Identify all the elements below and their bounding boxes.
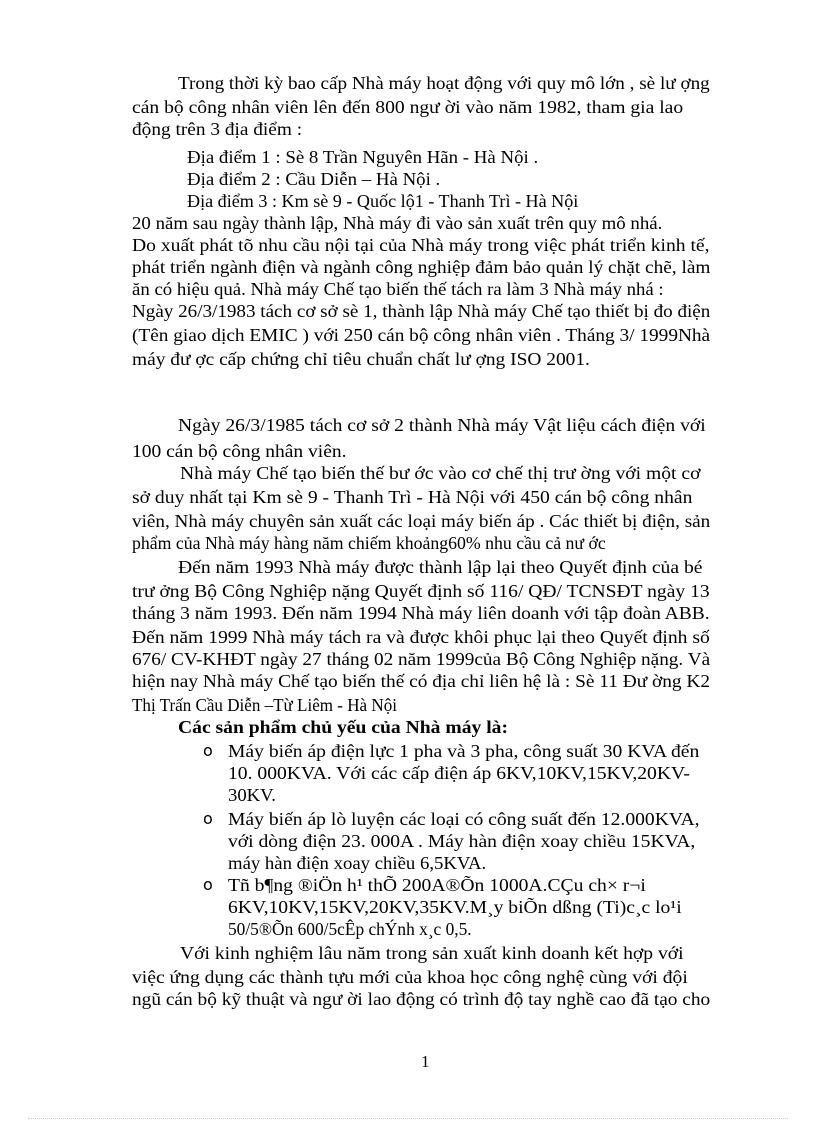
text-line: Với kinh nghiệm lâu năm trong sản xuất kinh doanh kết hợp với <box>180 943 684 963</box>
list-item-line: Máy biến áp điện lực 1 pha và 3 pha, công suất 30 KVA đến <box>228 741 700 761</box>
text-line: việc ứng dụng các thành tựu mới của khoa học công nghệ cùng với đội <box>132 967 688 987</box>
text-line: tháng 3 năm 1993. Đến năm 1994 Nhà máy liên doanh với tập đoàn ABB. <box>132 603 710 623</box>
text-line: trư ởng Bộ Công Nghiệp nặng Quyết định số 116/ QĐ/ TCNSĐT ngày 13 <box>132 581 710 601</box>
text-line: viên, Nhà máy chuyên sản xuất các loại máy biến áp . Các thiết bị điện, sản <box>132 511 711 531</box>
list-item-line: 50/5®Õn 600/5cÊp chÝnh x¸c 0,5. <box>228 919 472 939</box>
text-line: cán bộ công nhân viên lên đến 800 ngư ời vào năm 1982, tham gia lao <box>132 97 684 117</box>
bullet-marker: o <box>203 875 213 894</box>
text-line: Thị Trấn Cầu Diễn –Từ Liêm - Hà Nội <box>132 695 397 715</box>
text-line: sở duy nhất tại Km sè 9 - Thanh Trì - Hà Nội với 450 cán bộ công nhân <box>132 487 693 507</box>
section-heading: Các sản phẩm chủ yếu của Nhà máy là: <box>178 717 508 737</box>
bullet-marker: o <box>203 809 213 828</box>
text-line: phẩm của Nhà máy hàng năm chiếm khoảng60% nhu cầu cả nư ớc <box>132 533 606 553</box>
text-line: máy đư ợc cấp chứng chỉ tiêu chuẩn chất lư ợng ISO 2001. <box>132 349 590 369</box>
text-line: Ngày 26/3/1985 tách cơ sở 2 thành Nhà máy Vật liệu cách điện với <box>178 415 706 435</box>
list-item-line: 30KV. <box>228 785 276 805</box>
text-line: hiện nay Nhà máy Chế tạo biến thế có địa chỉ liên hệ là : Sè 11 Đư ờng K2 <box>132 671 711 691</box>
list-item-line: máy hàn điện xoay chiều 6,5KVA. <box>228 853 487 873</box>
text-line: 100 cán bộ công nhân viên. <box>132 441 347 461</box>
text-line: 676/ CV-KHĐT ngày 27 tháng 02 năm 1999của Bộ Công Nghiệp nặng. Và <box>132 649 711 669</box>
text-line: Ngày 26/3/1983 tách cơ sở sè 1, thành lập Nhà máy Chế tạo thiết bị đo điện <box>132 301 711 321</box>
text-line: ăn có hiệu quả. Nhà máy Chế tạo biến thế tách ra làm 3 Nhà máy nhá : <box>132 279 664 299</box>
text-line: (Tên giao dịch EMIC ) với 250 cán bộ công nhân viên . Tháng 3/ 1999Nhà <box>132 325 711 345</box>
bullet-marker: o <box>203 741 213 760</box>
text-line: Đến năm 1999 Nhà máy tách ra và được khôi phục lại theo Quyết định số <box>132 627 710 647</box>
text-line: Trong thời kỳ bao cấp Nhà máy hoạt động với quy mô lớn , sè lư ợng <box>178 73 710 93</box>
text-line: Địa điểm 1 : Sè 8 Trần Nguyên Hãn - Hà Nội . <box>187 147 539 167</box>
text-line: Địa điểm 3 : Km sè 9 - Quốc lộ1 - Thanh Trì - Hà Nội <box>187 191 579 211</box>
text-line: Địa điểm 2 : Cầu Diễn – Hà Nội . <box>187 169 441 189</box>
text-line: Do xuất phát tõ nhu cầu nội tại của Nhà máy trong việc phát triển kinh tế, <box>132 235 710 255</box>
text-line: động trên 3 địa điểm : <box>132 119 303 139</box>
list-item-line: 10. 000KVA. Với các cấp điện áp 6KV,10KV,15KV,20KV- <box>228 763 690 783</box>
list-item-line: với dòng điện 23. 000A . Máy hàn điện xoay chiều 15KVA, <box>228 831 696 851</box>
list-item-line: Tñ b¶ng ®iÖn h¹ thÕ 200A®Õn 1000A.CÇu ch× r¬i <box>228 875 646 895</box>
text-line: 20 năm sau ngày thành lập, Nhà máy đi vào sản xuất trên quy mô nhá. <box>132 213 663 233</box>
text-line: Nhà máy Chế tạo biến thế bư ớc vào cơ chế thị trư ờng với một cơ <box>180 463 701 483</box>
text-line: ngũ cán bộ kỹ thuật và ngư ời lao động có trình độ tay nghề cao đã tạo cho <box>132 989 711 1009</box>
list-item-line: 6KV,10KV,15KV,20KV,35KV.M¸y biÕn dßng (Ti)c¸c lo¹i <box>228 897 682 917</box>
page-number: 1 <box>421 1052 430 1071</box>
text-line: phát triển ngành điện và ngành công nghiệp đảm bảo quản lý chặt chẽ, làm <box>132 257 711 277</box>
footer-divider <box>28 1118 788 1119</box>
text-line: Đến năm 1993 Nhà máy được thành lập lại theo Quyết định của bé <box>178 557 703 577</box>
list-item-line: Máy biến áp lò luyện các loại có công suất đến 12.000KVA, <box>228 809 700 829</box>
